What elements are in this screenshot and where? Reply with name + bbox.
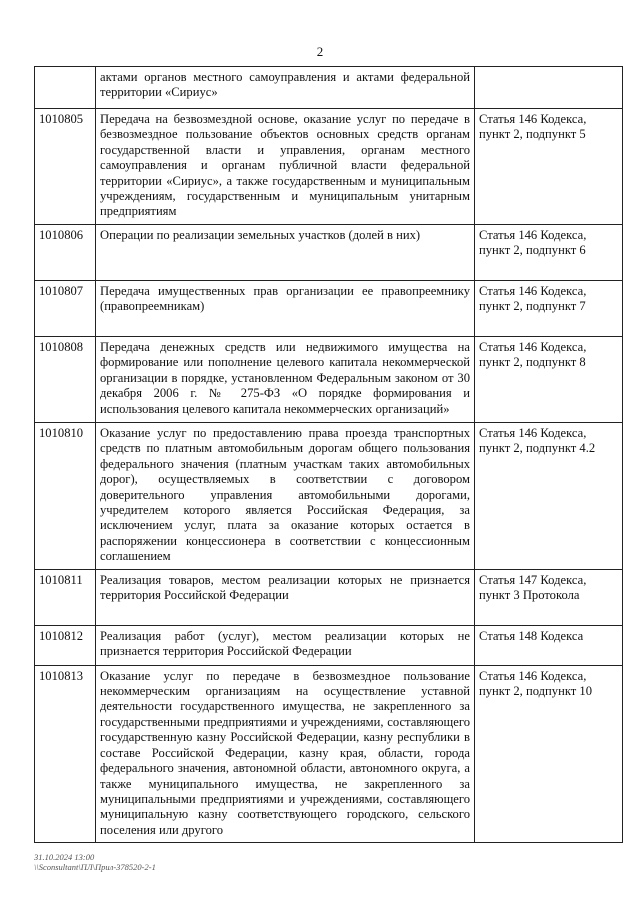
operation-description: Передача имущественных прав организации ее правопреемнику (правопреемникам) xyxy=(96,281,475,337)
operation-code: 1010813 xyxy=(35,665,96,842)
law-reference: Статья 146 Кодекса, пункт 2, подпункт 7 xyxy=(475,281,623,337)
table-row xyxy=(35,569,623,625)
document-footer xyxy=(34,852,156,872)
operation-description: Операции по реализации земельных участков (долей в них) xyxy=(96,225,475,281)
law-reference: Статья 146 Кодекса, пункт 2, подпункт 10 xyxy=(475,665,623,842)
operation-code: 1010811 xyxy=(35,569,96,625)
operation-description: Оказание услуг по предоставлению права проезда транспортных средств по платным автомобильным дорогам общего пользования федерального значения (платным участкам таких автомобильных дорог), осуществляемых в соответствии с договором доверительного управления автомобильными дорогами, учредителем которого является Российская Федерация, за исключением услуг, плата за оказание которых остается в распоряжении концессионера в соответствии с концессионным соглашением xyxy=(96,423,475,570)
page-number: 2 xyxy=(316,44,324,59)
operation-code: 1010812 xyxy=(35,625,96,665)
law-reference: Статья 146 Кодекса, пункт 2, подпункт 8 xyxy=(475,337,623,423)
operation-description: актами органов местного самоуправления и актами федеральной территории «Сириус» xyxy=(96,67,475,109)
law-reference xyxy=(475,67,623,109)
operation-description: Передача на безвозмездной основе, оказание услуг по передаче в безвозмездное пользование объектов основных средств органам государственной власти и управления, органам местного самоуправления и органам публичной власти федеральной территории «Сириус», а также государственным и муниципальным учреждениям, государственным и муниципальным унитарным предприятиям xyxy=(96,109,475,225)
operation-description: Реализация товаров, местом реализации которых не признается территория Российской Федерации xyxy=(96,569,475,625)
table-row xyxy=(35,281,623,337)
law-reference: Статья 147 Кодекса, пункт 3 Протокола xyxy=(475,569,623,625)
operation-code: 1010806 xyxy=(35,225,96,281)
table-row xyxy=(35,625,623,665)
operation-code: 1010807 xyxy=(35,281,96,337)
law-reference: Статья 148 Кодекса xyxy=(475,625,623,665)
table-row xyxy=(35,665,623,842)
operation-code: 1010805 xyxy=(35,109,96,225)
operation-description: Оказание услуг по передаче в безвозмездное пользование некоммерческим организациям на осуществление уставной деятельности государственного имущества, не закрепленного за государственными предприятиями и учреждениями, составляющего государственную казну Российской Федерации, казну республики в составе Российской Федерации, казну края, области, города федерального значения, автономной области, автономного округа, а также муниципального имущества, не закрепленного за муниципальными предприятиями и учреждениями, составляющего муниципальную казну соответствующего городского, сельского поселения или другого xyxy=(96,665,475,842)
operation-code: 1010810 xyxy=(35,423,96,570)
law-reference: Статья 146 Кодекса, пункт 2, подпункт 5 xyxy=(475,109,623,225)
operation-code xyxy=(35,67,96,109)
law-reference: Статья 146 Кодекса, пункт 2, подпункт 6 xyxy=(475,225,623,281)
table-row xyxy=(35,337,623,423)
table-row xyxy=(35,423,623,570)
footer-timestamp: 31.10.2024 13:00 xyxy=(34,852,95,862)
operation-description: Реализация работ (услуг), местом реализации которых не признается территория Российской Федерации xyxy=(96,625,475,665)
table-row xyxy=(35,225,623,281)
operation-description: Передача денежных средств или недвижимого имущества на формирование или пополнение целевого капитала некоммерческой организации в порядке, установленном Федеральным законом от 30 декабря 2006 г. № 275-ФЗ «О порядке формирования и использования целевого капитала некоммерческих организаций» xyxy=(96,337,475,423)
law-reference: Статья 146 Кодекса, пункт 2, подпункт 4.2 xyxy=(475,423,623,570)
table-row xyxy=(35,67,623,109)
codes-table xyxy=(34,66,623,843)
operation-code: 1010808 xyxy=(35,337,96,423)
table-row xyxy=(35,109,623,225)
footer-file-path: \\Sconsultant\ПЛ\Прил-378520-2-1 xyxy=(34,862,156,872)
